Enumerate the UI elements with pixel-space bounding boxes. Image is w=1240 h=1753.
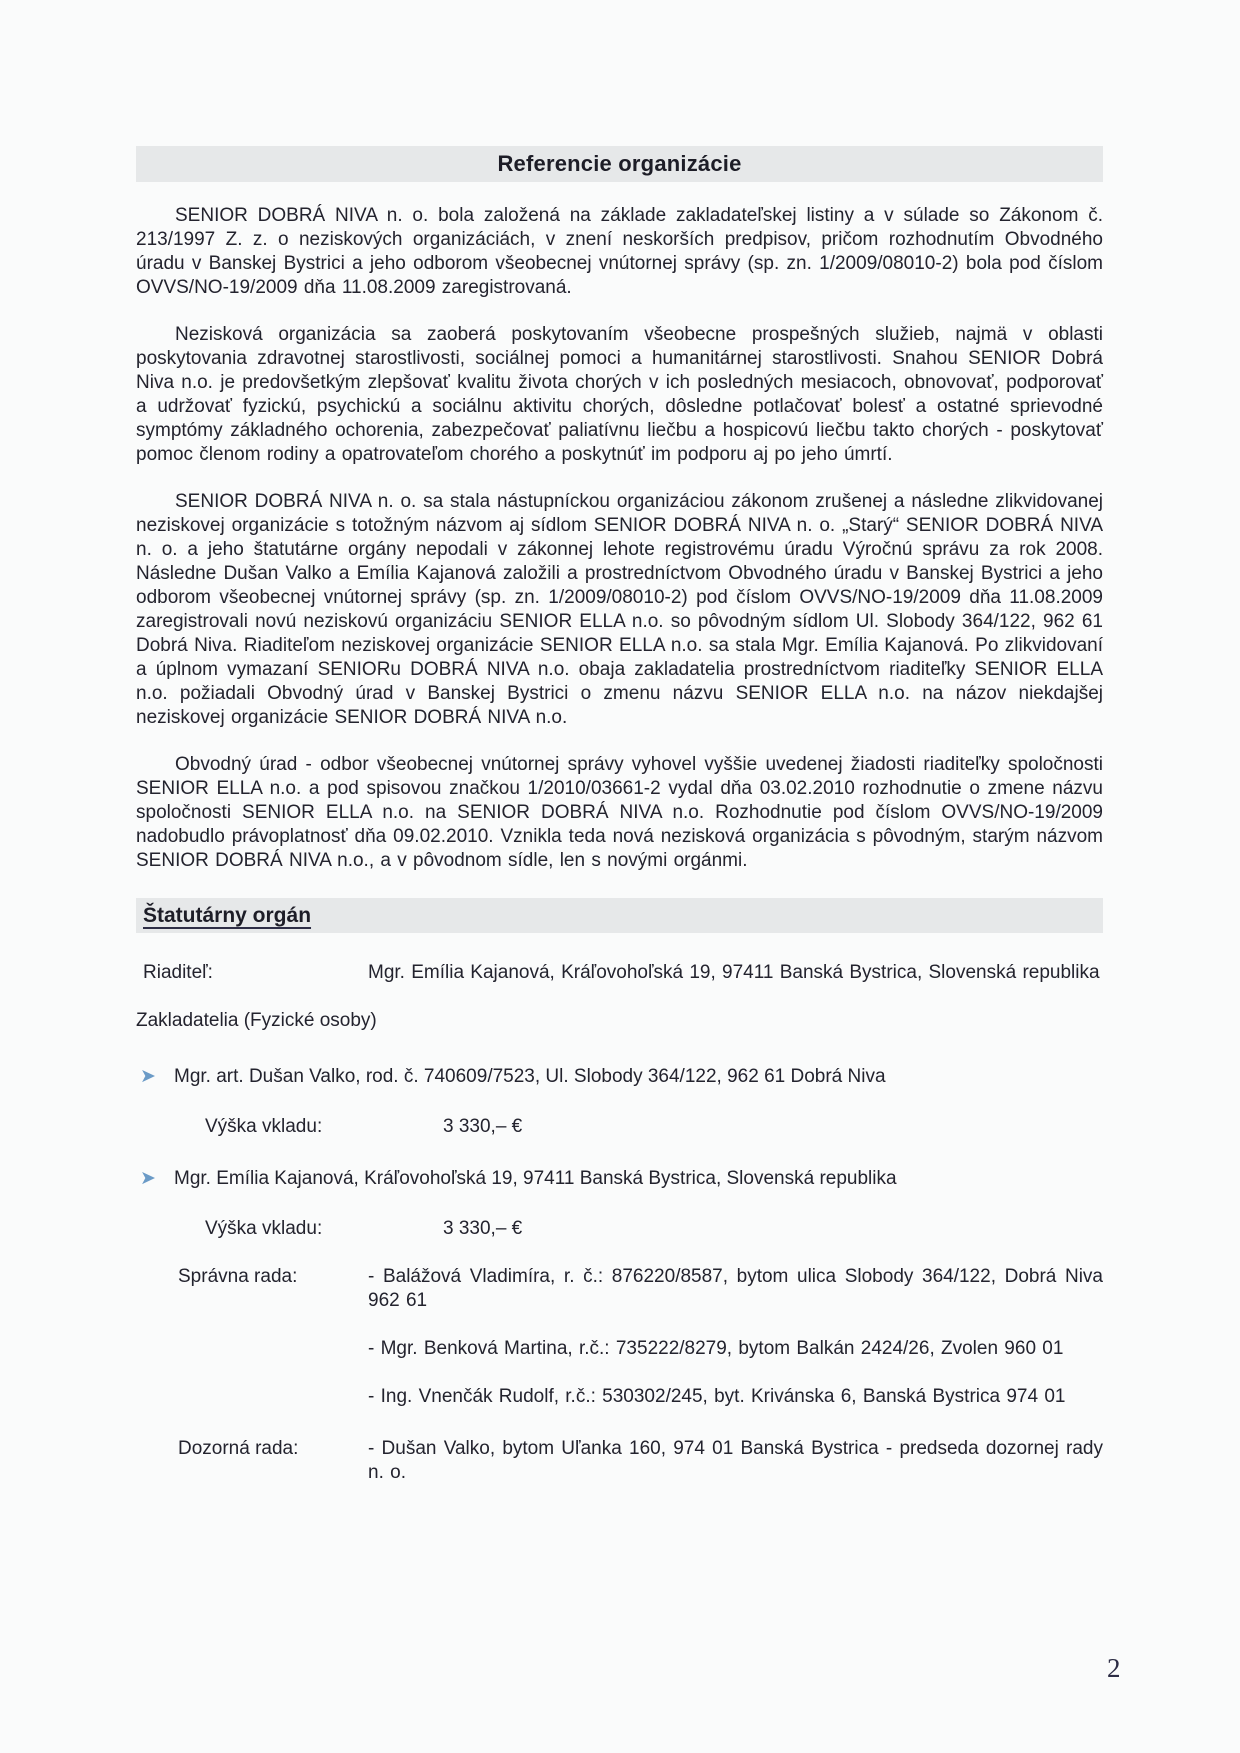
- deposit-row: [136, 1217, 1103, 1241]
- paragraph-services: Nezisková organizácia sa zaoberá poskytovaním všeobecne prospešných služieb, najmä v oblasti poskytovania zdravotnej starostlivosti, sociálnej pomoci a humanitárnej starostlivosti. Snahou SENIOR Dobrá Niva n.o. je predovšetkým zlepšovať kvalitu života chorých v ich posledných mesiacoch, obnovovať, podporovať a udržovať fyzickú, psychickú a sociálnu aktivitu chorých, dôsledne potlačovať bolesť a ostatné sprievodné symptómy základného ochorenia, zabezpečovať paliatívnu liečbu a hospicovú liečbu takto chorých - poskytovať pomoc členom rodiny a opatrovateľom chorého a poskytnúť im podporu aj po jeho úmrtí.: [136, 324, 1103, 465]
- board-members-list: [368, 1265, 1103, 1409]
- arrow-right-bullet-icon: ➤: [140, 1168, 156, 1189]
- founder-name: Mgr. Emília Kajanová, Kráľovohoľská 19, 97411 Banská Bystrica, Slovenská republika: [174, 1168, 897, 1189]
- founders-heading: Zakladatelia (Fyzické osoby): [136, 1010, 377, 1031]
- supervisory-label: Dozorná rada:: [178, 1438, 299, 1459]
- deposit-label: Výška vkladu:: [205, 1116, 323, 1137]
- paragraph-name-change: Obvodný úrad - odbor všeobecnej vnútornej správy vyhovel vyššie uvedenej žiadosti riaditeľky spoločnosti SENIOR ELLA n.o. a pod spisovou značkou 1/2010/03661-2 vydal dňa 03.02.2010 rozhodnutie o zmene názvu spoločnosti SENIOR ELLA n.o. na SENIOR DOBRÁ NIVA n.o. Rozhodnutie pod číslom OVVS/NO-19/2009 nadobudlo právoplatnosť dňa 09.02.2010. Vznikla teda nová nezisková organizácia s pôvodným, starým názvom SENIOR DOBRÁ NIVA n.o., a v pôvodnom sídle, len s novými orgánmi.: [136, 754, 1103, 871]
- board-label: Správna rada:: [178, 1266, 298, 1287]
- supervisory-member: - Dušan Valko, bytom Uľanka 160, 974 01 Banská Bystrica - predseda dozornej rady n. o.: [368, 1438, 1103, 1483]
- board-row: [136, 1265, 1103, 1409]
- deposit-value: 3 330,– €: [443, 1116, 523, 1137]
- deposit-row: [136, 1115, 1103, 1139]
- director-label: Riaditeľ:: [143, 962, 213, 983]
- paragraph-successor: SENIOR DOBRÁ NIVA n. o. sa stala nástupníckou organizáciou zákonom zrušenej a následne zlikvidovanej neziskovej organizácie s totožným názvom aj sídlom SENIOR DOBRÁ NIVA n. o. „Starý“ SENIOR DOBRÁ NIVA n. o. a jeho štatutárne orgány nepodali v zákonnej lehote registrovému úradu Výročnú správu za rok 2008. Následne Dušan Valko a Emília Kajanová založili a prostredníctvom Obvodného úradu v Banskej Bystrici a jeho odborom všeobecnej vnútornej správy (sp. zn. 1/2009/08010-2) pod číslom OVVS/NO-19/2009 dňa 11.08.2009 zaregistrovali novú neziskovú organizáciu SENIOR ELLA n.o. so pôvodným sídlom Ul. Slobody 364/122, 962 61 Dobrá Niva. Riaditeľom neziskovej organizácie SENIOR ELLA n.o. sa stala Mgr. Emília Kajanová. Po zlikvidovaní a úplnom vymazaní SENIORu DOBRÁ NIVA n.o. obaja zakladatelia prostredníctvom riaditeľky SENIOR ELLA n.o. požiadali Obvodný úrad v Banskej Bystrici o zmenu názvu SENIOR ELLA n.o. na názov niekdajšej neziskovej organizácie SENIOR DOBRÁ NIVA n.o.: [136, 491, 1103, 728]
- board-member: - Ing. Vnenčák Rudolf, r.č.: 530302/245, byt. Krivánska 6, Banská Bystrica 974 01: [368, 1386, 1066, 1407]
- supervisory-members-list: [368, 1437, 1103, 1485]
- statutory-section-bar: [136, 898, 1103, 933]
- board-member: - Balážová Vladimíra, r. č.: 876220/8587, bytom ulica Slobody 364/122, Dobrá Niva 962 61: [368, 1266, 1103, 1311]
- report-title: Referencie organizácie: [497, 151, 742, 176]
- supervisory-row: [136, 1437, 1103, 1485]
- board-member: - Mgr. Benková Martina, r.č.: 735222/8279, bytom Balkán 2424/26, Zvolen 960 01: [368, 1338, 1064, 1359]
- deposit-value: 3 330,– €: [443, 1218, 523, 1239]
- director-value: Mgr. Emília Kajanová, Kráľovohoľská 19, 97411 Banská Bystrica, Slovenská republika: [368, 962, 1100, 983]
- founder-item: [136, 1167, 1103, 1191]
- paragraph-founding: SENIOR DOBRÁ NIVA n. o. bola založená na základe zakladateľskej listiny a v súlade so Zákonom č. 213/1997 Z. z. o neziskových organizáciách, v znení neskorších predpisov, pričom rozhodnutím Obvodného úradu v Banskej Bystrici a jeho odborom všeobecnej vnútornej správy (sp. zn. 1/2009/08010-2) bola pod číslom OVVS/NO-19/2009 dňa 11.08.2009 zaregistrovaná.: [136, 205, 1103, 298]
- report-title-bar: [136, 146, 1103, 182]
- founder-item: [136, 1065, 1103, 1089]
- director-row: [136, 961, 1103, 985]
- page-number: 2: [1107, 1653, 1121, 1683]
- founder-name: Mgr. art. Dušan Valko, rod. č. 740609/7523, Ul. Slobody 364/122, 962 61 Dobrá Niva: [174, 1066, 886, 1087]
- statutory-section-heading: Štatutárny orgán: [143, 903, 312, 927]
- document-content: [136, 146, 1103, 1485]
- deposit-label: Výška vkladu:: [205, 1218, 323, 1239]
- arrow-right-bullet-icon: ➤: [140, 1066, 156, 1087]
